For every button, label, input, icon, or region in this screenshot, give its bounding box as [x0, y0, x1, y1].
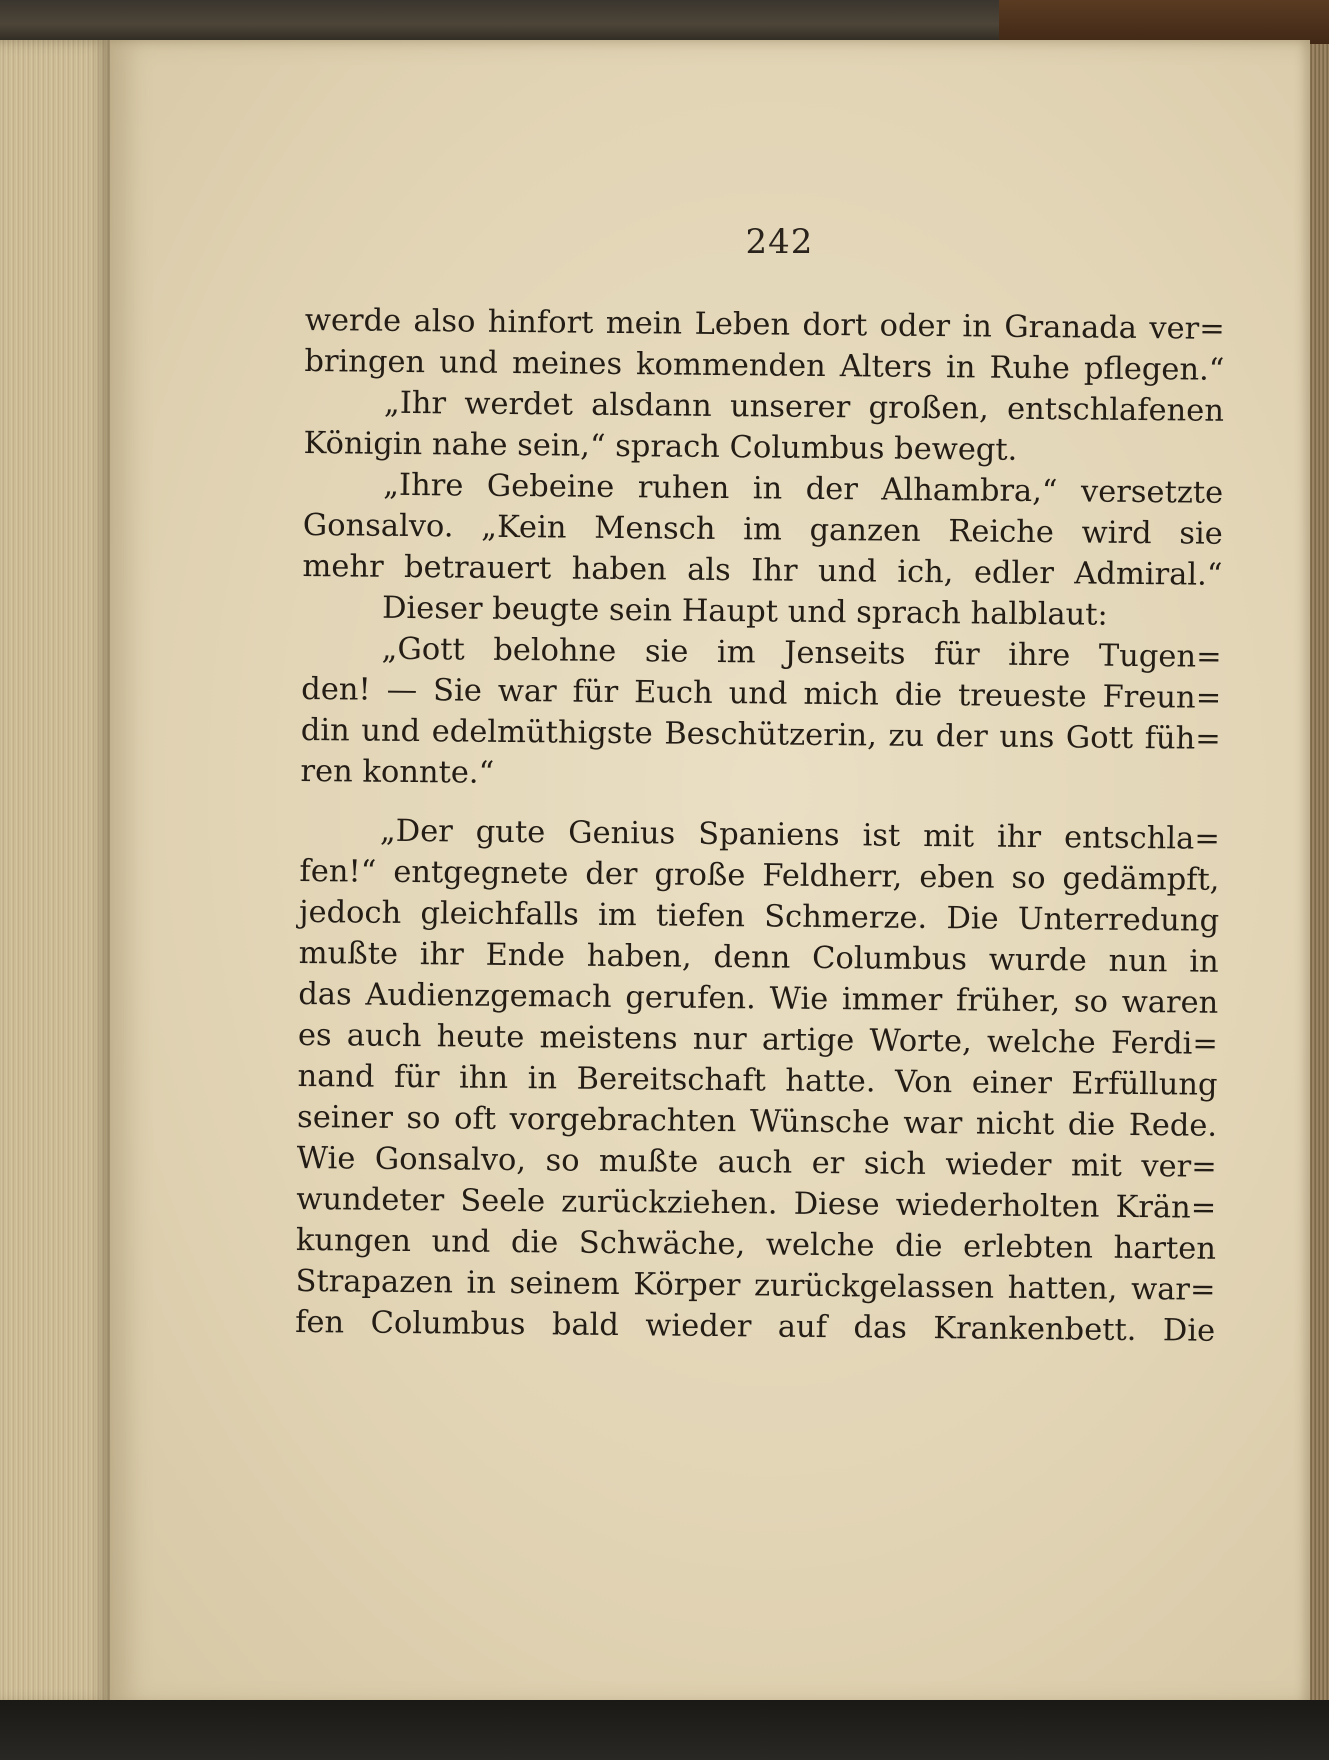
text-line: fen!“ entgegnete der große Feldherr, eben so gedämpft,: [299, 853, 1220, 898]
text-line: seiner so oft vorgebrachten Wünsche war nicht die Rede.: [296, 1099, 1218, 1144]
text-line: mehr betrauert haben als Ihr und ich, edler Admiral.“: [302, 548, 1223, 593]
text-line: den! — Sie war für Euch und mich die treueste Freun=: [301, 671, 1222, 716]
text-line: kungen und die Schwäche, welche die erlebten harten: [295, 1222, 1217, 1267]
text-line: „Gott belohne sie im Jenseits für ihre Tugen=: [381, 631, 1222, 675]
text-line: nand für ihn in Bereitschaft hatte. Von einer Erfüllung: [297, 1058, 1218, 1103]
text-line: das Audienzgemach gerufen. Wie immer früher, so waren: [298, 976, 1219, 1021]
text-line: es auch heute meistens nur artige Worte, welche Ferdi=: [297, 1017, 1219, 1062]
text-line: jedoch gleichfalls im tiefen Schmerze. Die Unterredung: [298, 894, 1220, 939]
text-line: „Ihre Gebeine ruhen in der Alhambra,“ versetzte: [383, 467, 1224, 511]
text-line: „Ihr werdet alsdann unserer großen, entschlafenen: [383, 385, 1225, 429]
body-text: [295, 300, 1225, 1352]
text-line: Wie Gonsalvo, so mußte auch er sich wieder mit ver=: [296, 1140, 1217, 1185]
page-edges-left: [0, 40, 112, 1705]
text-line: „Der gute Genius Spaniens ist mit ihr entschla=: [379, 813, 1221, 857]
text-line: mußte ihr Ende haben, denn Columbus wurde nun in: [298, 935, 1219, 980]
text-line: ren konnte.“: [300, 753, 495, 791]
page-number: 242: [745, 222, 814, 262]
scan-bottom-border: [0, 1700, 1329, 1760]
text-line: wundeter Seele zurückziehen. Diese wiederholten Krän=: [296, 1181, 1217, 1226]
text-line: din und edelmüthigste Beschützerin, zu der uns Gott füh=: [300, 712, 1221, 757]
text-line: werde also hinfort mein Leben dort oder in Granada ver=: [304, 302, 1225, 347]
text-line: bringen und meines kommenden Alters in Ruhe pflegen.“: [304, 343, 1225, 388]
text-line: fen Columbus bald wieder auf das Krankenbett. Die: [295, 1304, 1216, 1349]
text-line: Königin nahe sein,“ sprach Columbus bewegt.: [303, 425, 1018, 468]
page-edges-right: [1307, 44, 1329, 1704]
scan-top-border: [0, 0, 1329, 44]
text-line: Dieser beugte sein Haupt und sprach halblaut:: [381, 590, 1108, 633]
text-line: Gonsalvo. „Kein Mensch im ganzen Reiche wird sie: [302, 507, 1223, 552]
text-line: Strapazen in seinem Körper zurückgelassen hatten, war=: [295, 1263, 1216, 1308]
